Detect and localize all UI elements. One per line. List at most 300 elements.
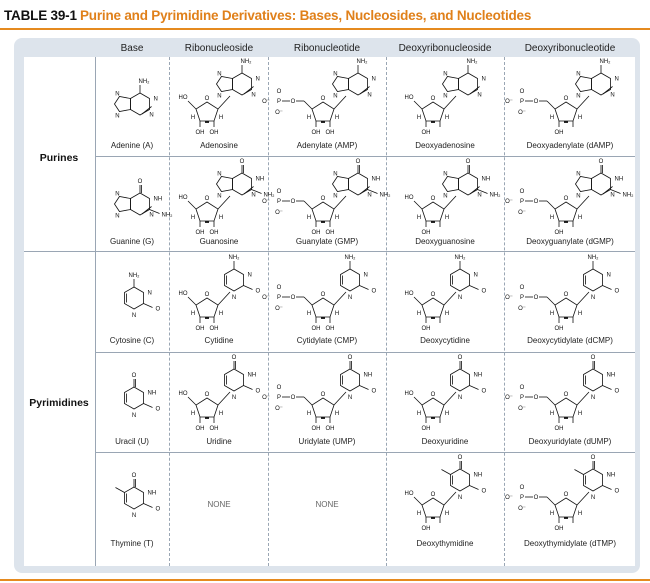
svg-text:HO: HO <box>404 195 414 201</box>
svg-text:O: O <box>430 96 436 102</box>
structure-diagram <box>504 60 636 140</box>
structure-diagram <box>386 160 504 240</box>
svg-text:N: N <box>610 192 615 199</box>
svg-text:O⁻: O⁻ <box>262 395 270 401</box>
svg-text:NH: NH <box>473 472 483 479</box>
svg-text:N: N <box>371 76 376 83</box>
svg-text:O: O <box>533 99 539 105</box>
svg-text:H: H <box>577 311 583 317</box>
svg-text:O⁻: O⁻ <box>518 406 526 412</box>
cell-label-ribonucleotide: Cytidylate (CMP) <box>296 336 358 345</box>
svg-text:NH₂: NH₂ <box>466 59 478 65</box>
svg-text:N: N <box>443 93 448 100</box>
svg-text:O⁻: O⁻ <box>275 110 283 116</box>
svg-text:OH: OH <box>195 326 205 332</box>
svg-text:O⁻: O⁻ <box>262 99 270 105</box>
svg-text:NH₂: NH₂ <box>599 59 611 65</box>
svg-text:H: H <box>190 411 196 417</box>
svg-text:HO: HO <box>404 95 414 101</box>
svg-text:NH₂: NH₂ <box>356 59 368 65</box>
cell-label-ribonucleoside: Uridine <box>206 437 232 446</box>
svg-text:N: N <box>131 513 137 519</box>
svg-text:O: O <box>204 96 210 102</box>
svg-text:O: O <box>239 159 245 165</box>
svg-text:O: O <box>533 199 539 205</box>
svg-text:H: H <box>218 115 224 121</box>
structure-diagram <box>170 60 268 140</box>
svg-text:N: N <box>457 495 463 501</box>
cell-label-ribonucleoside: NONE <box>207 500 231 509</box>
svg-text:O: O <box>276 89 282 95</box>
svg-text:H: H <box>334 311 340 317</box>
svg-text:N: N <box>217 93 222 100</box>
svg-text:NH₂: NH₂ <box>622 192 634 199</box>
svg-text:P: P <box>519 99 525 105</box>
svg-text:H: H <box>306 115 312 121</box>
svg-text:O: O <box>320 292 326 298</box>
svg-text:O⁻: O⁻ <box>275 210 283 216</box>
structure-diagram <box>386 256 504 336</box>
svg-text:O: O <box>563 392 569 398</box>
structure-diagram <box>504 456 636 536</box>
svg-text:H: H <box>444 115 450 121</box>
svg-text:NH: NH <box>255 176 265 183</box>
svg-text:N: N <box>590 395 596 401</box>
svg-text:N: N <box>115 91 120 98</box>
svg-text:O: O <box>481 488 487 495</box>
svg-text:N: N <box>590 295 596 301</box>
svg-text:O: O <box>519 385 525 391</box>
svg-text:O⁻: O⁻ <box>275 306 283 312</box>
svg-text:NH₂: NH₂ <box>228 255 240 261</box>
svg-text:HO: HO <box>178 291 188 297</box>
svg-text:OH: OH <box>195 130 205 136</box>
svg-text:N: N <box>231 295 237 301</box>
svg-text:O: O <box>481 388 487 395</box>
svg-text:O: O <box>430 196 436 202</box>
structure-diagram <box>96 72 168 132</box>
svg-text:O: O <box>563 196 569 202</box>
svg-text:N: N <box>477 92 482 99</box>
svg-text:O⁻: O⁻ <box>262 295 270 301</box>
svg-text:O: O <box>255 288 261 295</box>
svg-text:N: N <box>443 171 448 178</box>
divider-row <box>95 352 635 353</box>
svg-text:NH: NH <box>153 196 163 203</box>
svg-text:NH: NH <box>606 372 616 379</box>
svg-text:NH₂: NH₂ <box>161 212 173 219</box>
svg-text:O: O <box>320 392 326 398</box>
svg-text:NH: NH <box>473 372 483 379</box>
svg-text:O: O <box>204 196 210 202</box>
svg-text:O: O <box>533 295 539 301</box>
svg-text:O⁻: O⁻ <box>505 295 513 301</box>
svg-text:NH₂: NH₂ <box>128 273 140 279</box>
svg-text:OH: OH <box>554 326 564 332</box>
svg-text:O: O <box>320 196 326 202</box>
svg-text:OH: OH <box>325 326 335 332</box>
svg-text:H: H <box>577 411 583 417</box>
svg-text:O: O <box>457 355 463 361</box>
svg-text:O: O <box>155 506 161 513</box>
svg-text:N: N <box>576 71 581 78</box>
svg-text:O⁻: O⁻ <box>518 506 526 512</box>
svg-text:O: O <box>290 395 296 401</box>
svg-text:H: H <box>549 115 555 121</box>
bottom-rule <box>0 579 650 581</box>
svg-text:HO: HO <box>404 491 414 497</box>
header-deoxyribonucleotide: Deoxyribonucleotide <box>524 43 616 54</box>
structure-diagram <box>262 355 386 436</box>
svg-text:O⁻: O⁻ <box>518 306 526 312</box>
svg-text:OH: OH <box>311 230 321 236</box>
svg-text:H: H <box>444 411 450 417</box>
structure-diagram <box>262 255 386 336</box>
svg-text:N: N <box>590 495 596 501</box>
svg-text:O: O <box>430 292 436 298</box>
structure-diagram <box>504 356 636 436</box>
svg-text:O: O <box>276 189 282 195</box>
svg-text:O: O <box>371 288 377 295</box>
svg-text:P: P <box>276 199 282 205</box>
svg-text:N: N <box>255 76 260 83</box>
svg-text:O: O <box>204 292 210 298</box>
svg-text:OH: OH <box>421 230 431 236</box>
structure-diagram <box>170 256 268 336</box>
svg-text:O: O <box>519 285 525 291</box>
structure-diagram <box>96 268 168 328</box>
svg-text:OH: OH <box>311 426 321 432</box>
structure-diagram <box>262 159 391 240</box>
cell-label-base: Thymine (T) <box>110 539 154 548</box>
cell-label-base: Cytosine (C) <box>109 336 155 345</box>
divider-row <box>95 452 635 453</box>
cell-label-ribonucleotide: Uridylate (UMP) <box>298 437 356 446</box>
svg-text:O: O <box>465 159 471 165</box>
svg-text:H: H <box>549 511 555 517</box>
header-deoxyribonucleoside: Deoxyribonucleoside <box>398 43 492 54</box>
svg-text:N: N <box>333 93 338 100</box>
svg-text:H: H <box>549 311 555 317</box>
svg-text:NH: NH <box>481 176 491 183</box>
svg-text:H: H <box>416 311 422 317</box>
structure-diagram <box>170 159 275 240</box>
svg-text:O⁻: O⁻ <box>518 210 526 216</box>
svg-text:N: N <box>363 272 368 279</box>
svg-text:OH: OH <box>311 326 321 332</box>
svg-text:O: O <box>290 99 296 105</box>
svg-text:O⁻: O⁻ <box>505 99 513 105</box>
structure-diagram <box>386 356 504 436</box>
svg-text:O: O <box>430 392 436 398</box>
svg-text:O: O <box>598 159 604 165</box>
svg-text:H: H <box>416 215 422 221</box>
svg-text:NH₂: NH₂ <box>454 255 466 261</box>
structure-diagram <box>96 468 168 528</box>
svg-text:P: P <box>519 395 525 401</box>
svg-text:H: H <box>306 311 312 317</box>
svg-text:OH: OH <box>554 526 564 532</box>
svg-text:O: O <box>590 455 596 461</box>
svg-text:O: O <box>430 492 436 498</box>
svg-text:OH: OH <box>421 326 431 332</box>
cell-label-deoxyribonucleotide: Deoxyguanylate (dGMP) <box>526 237 614 246</box>
svg-text:N: N <box>347 295 353 301</box>
svg-text:OH: OH <box>311 130 321 136</box>
svg-text:O: O <box>131 373 137 379</box>
svg-text:O: O <box>290 295 296 301</box>
svg-text:OH: OH <box>209 130 219 136</box>
svg-text:O⁻: O⁻ <box>262 199 270 205</box>
svg-text:OH: OH <box>325 130 335 136</box>
svg-text:O: O <box>276 385 282 391</box>
svg-text:N: N <box>473 272 478 279</box>
svg-text:O: O <box>614 288 620 295</box>
svg-text:N: N <box>153 96 158 103</box>
svg-text:H: H <box>334 115 340 121</box>
header-ribonucleoside: Ribonucleoside <box>184 43 254 54</box>
cell-label-base: Guanine (G) <box>109 237 155 246</box>
cell-label-deoxyribonucleoside: Deoxyadenosine <box>415 141 475 150</box>
structure-diagram <box>386 456 504 536</box>
svg-text:NH: NH <box>371 176 381 183</box>
svg-text:O: O <box>457 455 463 461</box>
cell-label-deoxyribonucleoside: Deoxyguanosine <box>415 237 475 246</box>
svg-text:OH: OH <box>554 130 564 136</box>
svg-text:H: H <box>549 215 555 221</box>
svg-text:NH: NH <box>606 472 616 479</box>
svg-text:N: N <box>614 76 619 83</box>
svg-text:O: O <box>355 159 361 165</box>
cell-label-deoxyribonucleoside: Deoxyuridine <box>421 437 469 446</box>
svg-text:H: H <box>549 411 555 417</box>
svg-text:H: H <box>444 215 450 221</box>
cell-label-ribonucleoside: Adenosine <box>200 141 238 150</box>
svg-text:HO: HO <box>404 391 414 397</box>
svg-text:P: P <box>519 495 525 501</box>
svg-text:O⁻: O⁻ <box>505 495 513 501</box>
svg-text:H: H <box>306 411 312 417</box>
svg-text:N: N <box>247 272 252 279</box>
svg-text:N: N <box>477 192 482 199</box>
cell-label-deoxyribonucleotide: Deoxyadenylate (dAMP) <box>526 141 614 150</box>
svg-text:N: N <box>217 171 222 178</box>
svg-text:OH: OH <box>209 426 219 432</box>
header-base: Base <box>120 43 144 54</box>
cell-label-base: Uracil (U) <box>115 437 149 446</box>
header-ribonucleotide: Ribonucleotide <box>293 43 361 54</box>
structure-diagram <box>386 60 504 140</box>
svg-text:N: N <box>115 191 120 198</box>
cell-label-deoxyribonucleotide: Deoxycytidylate (dCMP) <box>527 336 613 345</box>
svg-text:O: O <box>137 179 143 185</box>
svg-text:HO: HO <box>178 391 188 397</box>
svg-text:H: H <box>218 215 224 221</box>
cell-label-deoxyribonucleotide: Deoxythymidylate (dTMP) <box>523 539 617 548</box>
svg-text:N: N <box>131 413 137 419</box>
cell-label-ribonucleotide: Guanylate (GMP) <box>295 237 359 246</box>
svg-text:O: O <box>255 388 261 395</box>
svg-text:NH: NH <box>614 176 624 183</box>
svg-text:H: H <box>306 215 312 221</box>
svg-text:O: O <box>533 395 539 401</box>
svg-text:OH: OH <box>209 326 219 332</box>
svg-text:OH: OH <box>195 426 205 432</box>
svg-text:H: H <box>218 311 224 317</box>
svg-text:O: O <box>276 285 282 291</box>
svg-text:N: N <box>367 92 372 99</box>
svg-text:H: H <box>218 411 224 417</box>
group-label-pyrimidines: Pyrimidines <box>29 397 89 409</box>
svg-text:O: O <box>320 96 326 102</box>
svg-text:O: O <box>371 388 377 395</box>
svg-text:NH₂: NH₂ <box>240 59 252 65</box>
svg-text:NH: NH <box>363 372 373 379</box>
structure-diagram <box>96 172 173 232</box>
svg-text:O: O <box>131 473 137 479</box>
svg-text:OH: OH <box>421 526 431 532</box>
svg-text:NH₂: NH₂ <box>379 192 391 199</box>
svg-text:N: N <box>149 212 154 219</box>
svg-text:NH₂: NH₂ <box>138 79 150 85</box>
svg-text:O: O <box>155 406 161 413</box>
svg-text:H: H <box>577 115 583 121</box>
svg-text:O: O <box>563 492 569 498</box>
svg-text:OH: OH <box>195 230 205 236</box>
svg-text:HO: HO <box>404 291 414 297</box>
svg-text:HO: HO <box>178 95 188 101</box>
svg-text:O: O <box>519 89 525 95</box>
svg-text:HO: HO <box>178 195 188 201</box>
svg-text:O: O <box>614 488 620 495</box>
svg-text:OH: OH <box>554 230 564 236</box>
svg-text:O: O <box>347 355 353 361</box>
cell-label-ribonucleoside: Guanosine <box>199 237 239 246</box>
svg-text:OH: OH <box>554 426 564 432</box>
table-number: TABLE 39-1 <box>4 8 77 23</box>
svg-text:N: N <box>443 193 448 200</box>
svg-text:N: N <box>333 71 338 78</box>
svg-text:OH: OH <box>421 426 431 432</box>
structure-diagram <box>170 356 268 436</box>
svg-text:H: H <box>190 115 196 121</box>
svg-text:N: N <box>576 171 581 178</box>
svg-text:NH: NH <box>147 490 157 497</box>
svg-text:NH: NH <box>147 390 157 397</box>
svg-text:N: N <box>457 295 463 301</box>
svg-text:H: H <box>577 511 583 517</box>
structure-diagram <box>504 256 636 336</box>
svg-text:O: O <box>533 495 539 501</box>
svg-text:N: N <box>217 71 222 78</box>
svg-text:O⁻: O⁻ <box>275 406 283 412</box>
svg-text:N: N <box>347 395 353 401</box>
svg-text:N: N <box>115 113 120 120</box>
svg-text:N: N <box>333 171 338 178</box>
svg-text:N: N <box>217 193 222 200</box>
svg-text:P: P <box>276 99 282 105</box>
svg-text:O: O <box>563 96 569 102</box>
svg-text:H: H <box>444 511 450 517</box>
svg-text:O⁻: O⁻ <box>505 395 513 401</box>
cell-label-ribonucleotide: Adenylate (AMP) <box>296 141 358 150</box>
svg-text:H: H <box>190 215 196 221</box>
svg-text:O: O <box>290 199 296 205</box>
structure-diagram <box>504 160 636 240</box>
table-title: Purine and Pyrimidine Derivatives: Bases, Nucleosides, and Nucleotides <box>80 8 532 23</box>
svg-text:O: O <box>590 355 596 361</box>
svg-text:P: P <box>519 295 525 301</box>
svg-text:O⁻: O⁻ <box>518 110 526 116</box>
svg-text:N: N <box>251 92 256 99</box>
svg-text:H: H <box>416 411 422 417</box>
cell-label-deoxyribonucleoside: Deoxythymidine <box>416 539 474 548</box>
svg-text:N: N <box>251 192 256 199</box>
svg-text:N: N <box>231 395 237 401</box>
svg-text:N: N <box>606 272 611 279</box>
divider-row <box>95 156 635 157</box>
svg-text:N: N <box>576 93 581 100</box>
structure-diagram <box>96 368 168 428</box>
svg-text:H: H <box>190 311 196 317</box>
svg-text:N: N <box>610 92 615 99</box>
svg-text:NH: NH <box>247 372 257 379</box>
svg-text:H: H <box>577 215 583 221</box>
cell-label-base: Adenine (A) <box>110 141 154 150</box>
svg-text:N: N <box>147 290 152 297</box>
svg-text:N: N <box>131 313 137 319</box>
svg-text:O: O <box>563 292 569 298</box>
svg-text:OH: OH <box>325 426 335 432</box>
svg-text:O⁻: O⁻ <box>505 199 513 205</box>
svg-text:P: P <box>276 395 282 401</box>
cell-label-ribonucleoside: Cytidine <box>204 336 234 345</box>
svg-text:NH₂: NH₂ <box>344 255 356 261</box>
divider-group <box>24 251 635 252</box>
svg-text:N: N <box>481 76 486 83</box>
svg-text:N: N <box>367 192 372 199</box>
svg-text:NH₂: NH₂ <box>489 192 501 199</box>
group-label-purines: Purines <box>39 152 79 164</box>
table-title-bar <box>0 0 650 30</box>
svg-text:O: O <box>614 388 620 395</box>
cell-label-deoxyribonucleotide: Deoxyuridylate (dUMP) <box>528 437 612 446</box>
cell-label-ribonucleotide: NONE <box>315 500 339 509</box>
svg-text:O: O <box>519 485 525 491</box>
svg-text:H: H <box>334 411 340 417</box>
svg-text:O: O <box>519 189 525 195</box>
svg-text:N: N <box>576 193 581 200</box>
svg-text:O: O <box>481 288 487 295</box>
svg-text:N: N <box>457 395 463 401</box>
structure-diagram <box>262 59 386 140</box>
svg-text:OH: OH <box>209 230 219 236</box>
svg-text:NH₂: NH₂ <box>263 192 275 199</box>
svg-text:OH: OH <box>325 230 335 236</box>
svg-text:H: H <box>416 115 422 121</box>
svg-text:P: P <box>276 295 282 301</box>
svg-text:N: N <box>333 193 338 200</box>
cell-label-deoxyribonucleoside: Deoxycytidine <box>420 336 470 345</box>
svg-text:N: N <box>149 112 154 119</box>
svg-text:H: H <box>444 311 450 317</box>
svg-text:N: N <box>115 213 120 220</box>
svg-text:OH: OH <box>421 130 431 136</box>
svg-text:O: O <box>155 306 161 313</box>
svg-text:O: O <box>204 392 210 398</box>
svg-text:NH₂: NH₂ <box>587 255 599 261</box>
svg-text:N: N <box>443 71 448 78</box>
